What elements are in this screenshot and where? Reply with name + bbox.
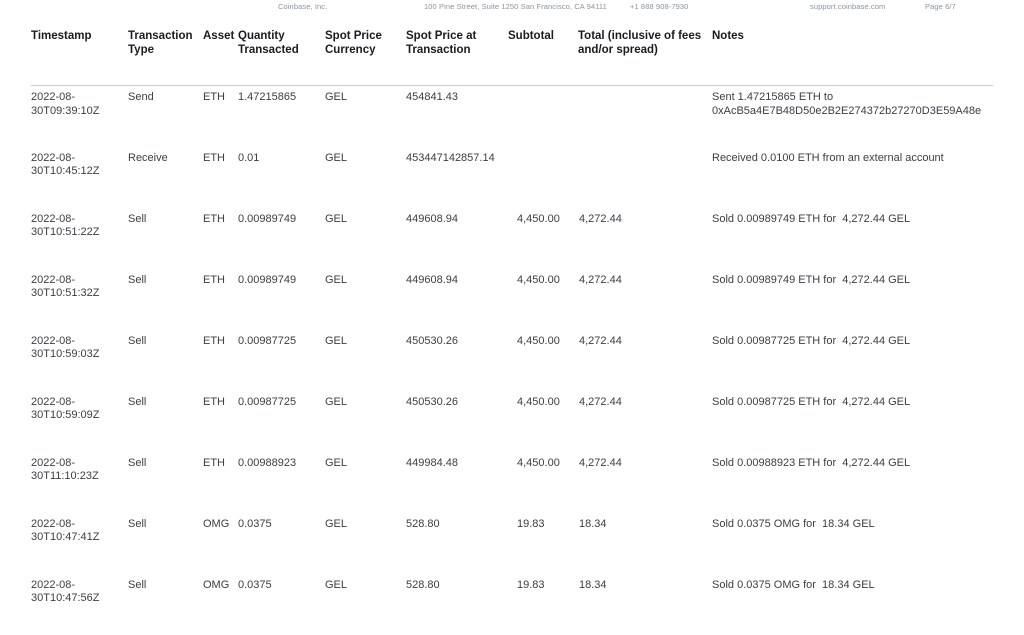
cell-transaction-type: Sell — [128, 456, 147, 469]
table-row — [31, 513, 993, 574]
cell-subtotal: 19.83 — [517, 517, 545, 530]
table-row — [31, 86, 993, 147]
cell-total: 4,272.44 — [579, 395, 622, 408]
cell-asset: OMG — [203, 578, 230, 591]
cell-spot-price-at-transaction: 450530.26 — [406, 334, 458, 347]
transactions-table — [31, 30, 993, 635]
cell-quantity-transacted: 0.00989749 — [238, 212, 297, 225]
column-header-spot-price-at-transaction: Spot Price at Transaction — [406, 30, 508, 86]
page-number: Page 6/7 — [925, 2, 956, 11]
table-row — [31, 330, 993, 391]
cell-spot-price-at-transaction: 449608.94 — [406, 273, 458, 286]
cell-timestamp: 2022-08-30T10:59:03Z — [31, 334, 100, 360]
cell-total: 4,272.44 — [579, 334, 622, 347]
cell-quantity-transacted: 1.47215865 — [238, 91, 297, 103]
table-row — [31, 452, 993, 513]
cell-spot-price-currency: GEL — [325, 395, 348, 408]
cell-subtotal: 4,450.00 — [517, 395, 560, 408]
cell-notes: Sold 0.0375 OMG for 18.34 GEL — [712, 578, 875, 591]
cell-spot-price-at-transaction: 528.80 — [406, 517, 440, 530]
cell-subtotal — [508, 147, 578, 208]
cell-spot-price-currency: GEL — [325, 578, 348, 591]
column-header-timestamp: Timestamp — [31, 30, 128, 86]
cell-spot-price-at-transaction: 450530.26 — [406, 395, 458, 408]
table-row — [31, 208, 993, 269]
cell-spot-price-currency: GEL — [325, 91, 348, 103]
cell-transaction-type: Sell — [128, 212, 147, 225]
page-header — [0, 2, 1024, 14]
table-row — [31, 574, 993, 635]
support-website: support.coinbase.com — [810, 2, 886, 11]
cell-subtotal: 19.83 — [517, 578, 545, 591]
cell-timestamp: 2022-08-30T11:10:23Z — [31, 456, 99, 482]
cell-quantity-transacted: 0.00987725 — [238, 395, 297, 408]
company-name: Coinbase, Inc. — [278, 2, 328, 11]
cell-transaction-type: Sell — [128, 578, 147, 591]
column-header-subtotal: Subtotal — [508, 30, 578, 86]
cell-spot-price-currency: GEL — [325, 273, 348, 286]
cell-quantity-transacted: 0.00987725 — [238, 334, 297, 347]
column-header-asset: Asset — [203, 30, 238, 86]
cell-quantity-transacted: 0.0375 — [238, 517, 272, 530]
cell-asset: ETH — [203, 151, 225, 164]
cell-asset: ETH — [203, 334, 225, 347]
cell-notes: Sold 0.00989749 ETH for 4,272.44 GEL — [712, 273, 911, 286]
cell-subtotal: 4,450.00 — [517, 212, 560, 225]
cell-total: 4,272.44 — [579, 212, 622, 225]
cell-transaction-type: Sell — [128, 517, 147, 530]
cell-timestamp: 2022-08-30T09:39:10Z — [31, 91, 100, 117]
column-header-notes: Notes — [712, 30, 993, 86]
cell-notes: Sent 1.47215865 ETH to 0xAcB5a4E7B48D50e2B2E274372b27270D3E59A48e — [712, 91, 982, 117]
cell-asset: ETH — [203, 456, 225, 469]
cell-timestamp: 2022-08-30T10:45:12Z — [31, 151, 100, 177]
cell-transaction-type: Send — [128, 91, 154, 103]
cell-quantity-transacted: 0.01 — [238, 151, 260, 164]
cell-spot-price-currency: GEL — [325, 151, 348, 164]
cell-timestamp: 2022-08-30T10:47:41Z — [31, 517, 100, 543]
column-header-transaction-type: Transaction Type — [128, 30, 203, 86]
cell-spot-price-at-transaction: 449608.94 — [406, 212, 458, 225]
cell-subtotal: 4,450.00 — [517, 456, 560, 469]
cell-subtotal — [508, 86, 578, 147]
cell-notes: Sold 0.00988923 ETH for 4,272.44 GEL — [712, 456, 911, 469]
cell-timestamp: 2022-08-30T10:51:22Z — [31, 212, 100, 238]
cell-spot-price-currency: GEL — [325, 212, 348, 225]
cell-subtotal: 4,450.00 — [517, 273, 560, 286]
cell-quantity-transacted: 0.0375 — [238, 578, 272, 591]
cell-total: 4,272.44 — [579, 456, 622, 469]
cell-timestamp: 2022-08-30T10:47:56Z — [31, 578, 100, 604]
cell-timestamp: 2022-08-30T10:51:32Z — [31, 273, 100, 299]
cell-subtotal: 4,450.00 — [517, 334, 560, 347]
company-phone: +1 888 908-7930 — [630, 2, 689, 11]
cell-quantity-transacted: 0.00988923 — [238, 456, 297, 469]
cell-asset: OMG — [203, 517, 230, 530]
cell-total — [578, 147, 712, 208]
cell-asset: ETH — [203, 212, 225, 225]
column-header-quantity-transacted: Quantity Transacted — [238, 30, 325, 86]
table-header-row — [31, 30, 993, 86]
cell-asset: ETH — [203, 395, 225, 408]
cell-notes: Sold 0.0375 OMG for 18.34 GEL — [712, 517, 875, 530]
cell-spot-price-at-transaction: 528.80 — [406, 578, 440, 591]
table-row — [31, 269, 993, 330]
cell-asset: ETH — [203, 273, 225, 286]
transactions-body — [31, 86, 993, 635]
cell-total — [578, 86, 712, 147]
statement-table-container — [31, 30, 993, 635]
cell-spot-price-currency: GEL — [325, 456, 348, 469]
cell-notes: Sold 0.00989749 ETH for 4,272.44 GEL — [712, 212, 911, 225]
cell-transaction-type: Sell — [128, 273, 147, 286]
cell-total: 4,272.44 — [579, 273, 622, 286]
cell-notes: Sold 0.00987725 ETH for 4,272.44 GEL — [712, 395, 911, 408]
cell-transaction-type: Sell — [128, 334, 147, 347]
column-header-total: Total (inclusive of fees and/or spread) — [578, 30, 712, 86]
column-header-spot-price-currency: Spot Price Currency — [325, 30, 406, 86]
cell-transaction-type: Sell — [128, 395, 147, 408]
cell-quantity-transacted: 0.00989749 — [238, 273, 297, 286]
cell-spot-price-currency: GEL — [325, 517, 348, 530]
table-row — [31, 147, 993, 208]
cell-spot-price-at-transaction: 453447142857.14 — [406, 151, 495, 164]
cell-timestamp: 2022-08-30T10:59:09Z — [31, 395, 100, 421]
cell-total: 18.34 — [579, 517, 607, 530]
cell-spot-price-at-transaction: 449984.48 — [406, 456, 458, 469]
table-row — [31, 391, 993, 452]
cell-spot-price-currency: GEL — [325, 334, 348, 347]
cell-spot-price-at-transaction: 454841.43 — [406, 91, 458, 103]
cell-asset: ETH — [203, 91, 225, 103]
cell-notes: Sold 0.00987725 ETH for 4,272.44 GEL — [712, 334, 911, 347]
cell-transaction-type: Receive — [128, 151, 168, 164]
cell-total: 18.34 — [579, 578, 607, 591]
company-address: 100 Pine Street, Suite 1250 San Francisco, CA 94111 — [424, 2, 607, 11]
cell-notes: Received 0.0100 ETH from an external account — [712, 151, 944, 164]
